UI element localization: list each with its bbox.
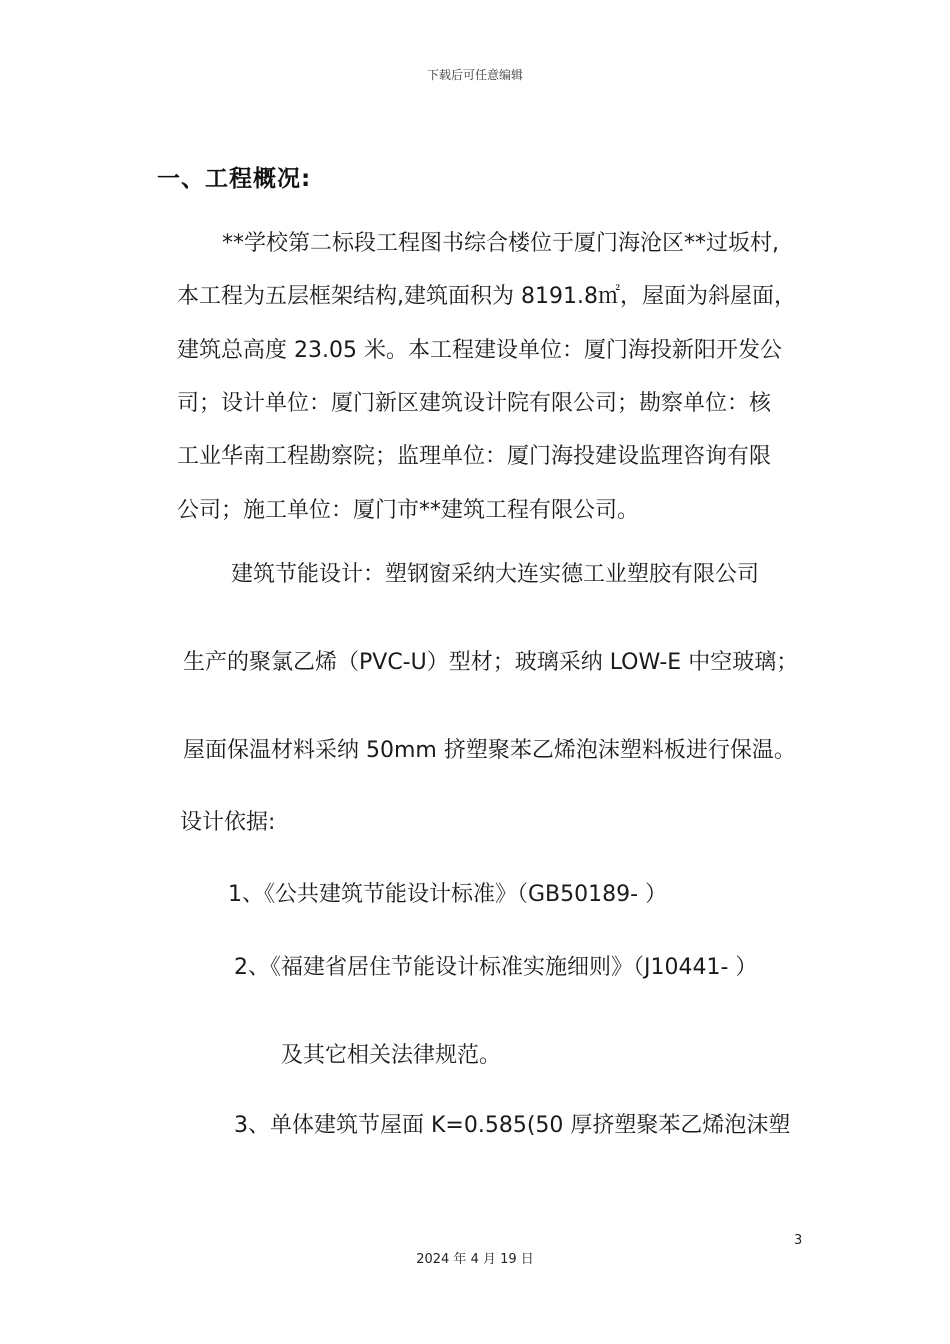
page-number: 3 [794,1233,803,1248]
energy-line: 建筑节能设计：塑钢窗采纳大连实德工业塑胶有限公司 [231,562,760,587]
overview-line: 工业华南工程勘察院；监理单位：厦门海投建设监理咨询有限 [177,444,772,469]
basis-item: 1、《公共建筑节能设计标准》（GB50189- ） [228,882,668,907]
energy-line: 生产的聚氯乙烯（PVC-U）型材；玻璃采纳 LOW-E 中空玻璃； [183,650,799,675]
basis-item: 3、单体建筑节屋面 K=0.585(50 厚挤塑聚苯乙烯泡沫塑 [234,1113,791,1138]
basis-item: 2、《福建省居住节能设计标准实施细则》（J10441- ） [234,955,758,980]
design-basis-title: 设计依据: [180,810,276,835]
basis-item: 及其它相关法律规范。 [281,1043,502,1068]
section-heading: 一、工程概况: [157,166,312,192]
overview-line: 建筑总高度 23.05 米。本工程建设单位：厦门海投新阳开发公 [177,338,782,363]
overview-line: 司；设计单位：厦门新区建筑设计院有限公司；勘察单位：核 [177,391,772,416]
overview-line: **学校第二标段工程图书综合楼位于厦门海沧区**过坂村, [222,231,779,256]
footer-date: 2024 年 4 月 19 日 [416,1252,534,1267]
overview-line: 公司；施工单位：厦门市**建筑工程有限公司。 [177,498,640,523]
energy-line: 屋面保温材料采纳 50mm 挤塑聚苯乙烯泡沫塑料板进行保温。 [183,738,796,763]
overview-line: 本工程为五层框架结构,建筑面积为 8191.8㎡，屋面为斜屋面， [177,284,796,309]
page-header: 下载后可任意编辑 [426,68,523,82]
